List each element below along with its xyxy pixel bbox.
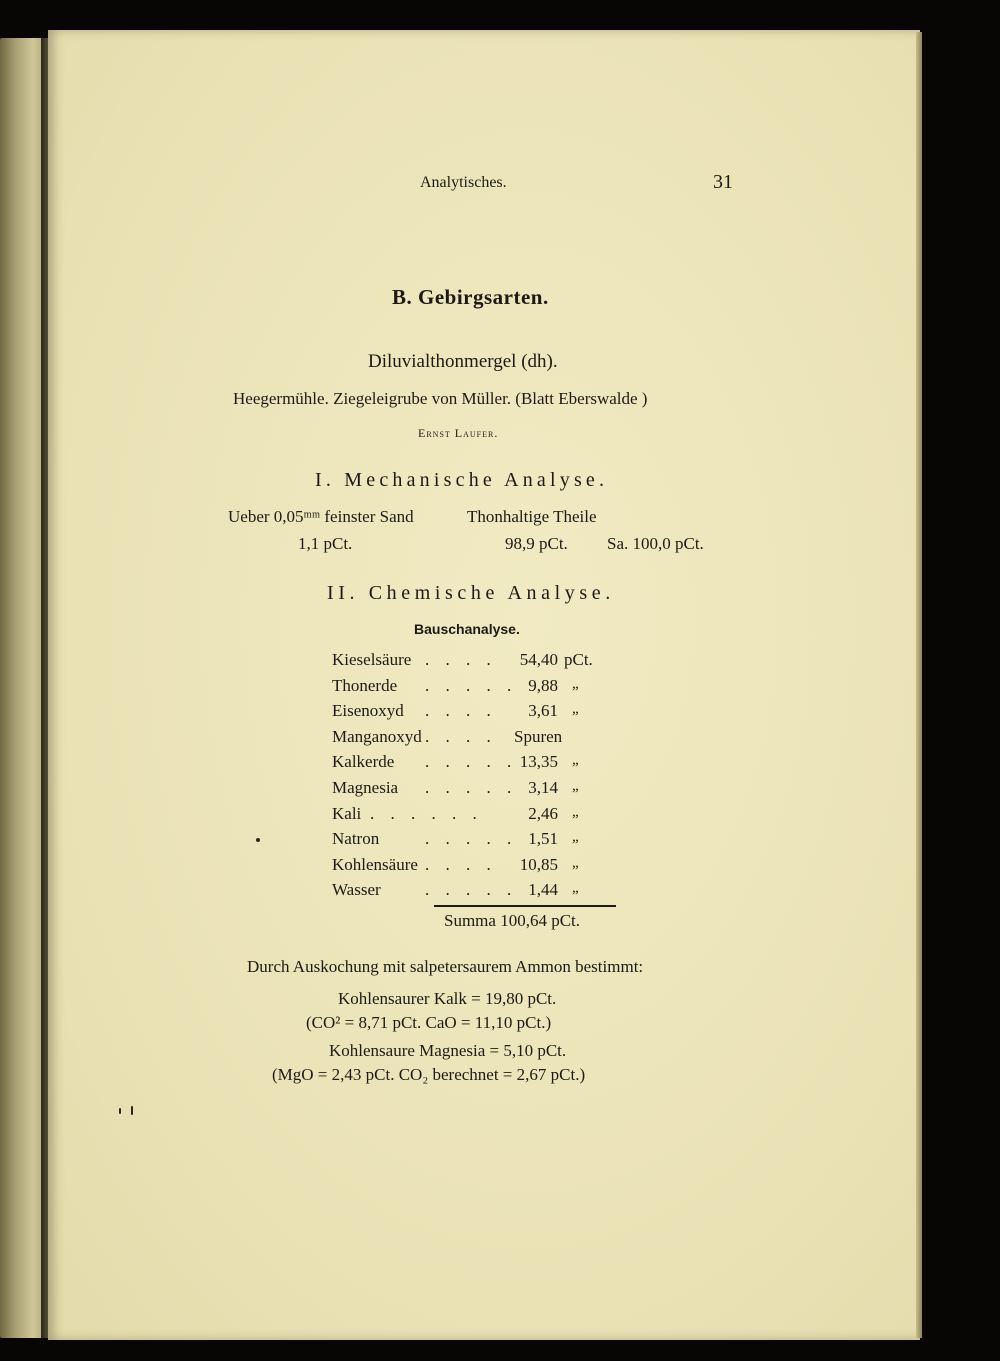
component-unit: „ xyxy=(572,829,579,846)
ink-speck xyxy=(256,838,260,842)
sum-rule xyxy=(434,905,616,907)
component-value: Spuren xyxy=(514,726,563,746)
bulk-analysis-heading: Bauschanalyse. xyxy=(414,621,520,637)
right-page-edge xyxy=(916,32,922,1338)
component-unit: „ xyxy=(572,803,579,820)
component-name: Kalkerde xyxy=(332,752,395,772)
leader-dots: . . . . . xyxy=(425,880,518,900)
component-value: 1,51 xyxy=(528,829,558,849)
component-value: 3,14 xyxy=(528,777,558,797)
component-value: 54,40 xyxy=(519,650,558,669)
mechanical-total: Sa. 100,0 pCt. xyxy=(607,534,704,553)
component-value: 9,88 xyxy=(528,675,558,695)
component-value: 13,35 xyxy=(519,752,558,772)
analysis-sum: Summa 100,64 pCt. xyxy=(444,911,581,930)
rock-name: Diluvialthonmergel (dh). xyxy=(368,351,558,372)
mechanical-analysis-heading: I. Mechanische Analyse. xyxy=(315,469,609,491)
component-value: 2,46 xyxy=(528,803,558,823)
component-name: Wasser xyxy=(332,880,381,900)
component-value: 1,44 xyxy=(528,880,558,900)
component-unit: „ xyxy=(572,854,579,871)
component-name: Thonerde xyxy=(332,675,398,695)
sample-location: Heegermühle. Ziegeleigrube von Müller. (Blatt Eberswalde ) xyxy=(233,389,648,408)
magnesium-carbonate-detail: (MgO = 2,43 pCt. CO₂ berechnet = 2,67 pCt.) xyxy=(272,1065,586,1084)
component-unit: pCt. xyxy=(564,650,593,669)
running-header: Analytisches. xyxy=(420,174,507,191)
left-page-edge xyxy=(0,38,44,1338)
table-row xyxy=(330,827,620,853)
component-name: Magnesia xyxy=(332,777,399,797)
component-name: Kohlensäure xyxy=(332,854,418,874)
method-note: Durch Auskochung mit salpetersaurem Ammon bestimmt: xyxy=(247,957,644,976)
table-row xyxy=(330,699,620,725)
table-row xyxy=(330,776,620,802)
component-name: Kieselsäure xyxy=(332,650,412,669)
table-row xyxy=(330,878,620,904)
leader-dots: . . . . . xyxy=(425,829,518,849)
table-row xyxy=(330,648,620,674)
table-row xyxy=(330,674,620,700)
leader-dots: . . . . xyxy=(425,650,497,669)
component-value: 10,85 xyxy=(519,854,558,874)
leader-dots: . . . . . xyxy=(425,675,518,695)
component-value: 3,61 xyxy=(528,701,558,721)
component-unit: „ xyxy=(572,777,579,794)
calcium-carbonate-result: Kohlensaurer Kalk = 19,80 pCt. xyxy=(338,989,557,1008)
section-title: B. Gebirgsarten. xyxy=(392,285,549,309)
calcium-carbonate-detail: (CO² = 8,71 pCt. CaO = 11,10 pCt.) xyxy=(306,1013,552,1032)
leader-dots: . . . . . xyxy=(425,752,518,772)
magnesium-carbonate-result: Kohlensaure Magnesia = 5,10 pCt. xyxy=(329,1041,567,1060)
component-name: Kali xyxy=(332,803,362,823)
leader-dots: . . . . xyxy=(425,701,497,721)
sand-label: Ueber 0,05ᵐᵐ feinster Sand xyxy=(228,507,414,526)
chemical-analysis-table xyxy=(330,648,620,904)
leader-dots: . . . . . xyxy=(425,777,518,797)
component-name: Manganoxyd xyxy=(332,726,422,746)
component-unit: „ xyxy=(572,880,579,897)
page-number: 31 xyxy=(713,171,733,193)
table-row xyxy=(330,750,620,776)
component-unit: „ xyxy=(572,701,579,718)
component-name: Eisenoxyd xyxy=(332,701,404,721)
ink-speck xyxy=(119,1108,121,1114)
sand-value: 1,1 pCt. xyxy=(298,534,353,553)
clay-value: 98,9 pCt. xyxy=(505,534,568,553)
clay-label: Thonhaltige Theile xyxy=(467,507,597,526)
chemical-analysis-heading: II. Chemische Analyse. xyxy=(327,582,615,604)
component-unit: „ xyxy=(572,752,579,769)
table-row xyxy=(330,853,620,879)
leader-dots: . . . . . . xyxy=(370,803,483,823)
component-name: Natron xyxy=(332,829,380,849)
leader-dots: . . . . xyxy=(425,854,497,874)
leader-dots: . . . . xyxy=(425,726,497,746)
component-unit: „ xyxy=(572,675,579,692)
table-row xyxy=(330,725,620,751)
ink-speck xyxy=(131,1106,133,1115)
table-row xyxy=(330,802,620,828)
analyst-name: Ernst Laufer. xyxy=(418,426,499,440)
